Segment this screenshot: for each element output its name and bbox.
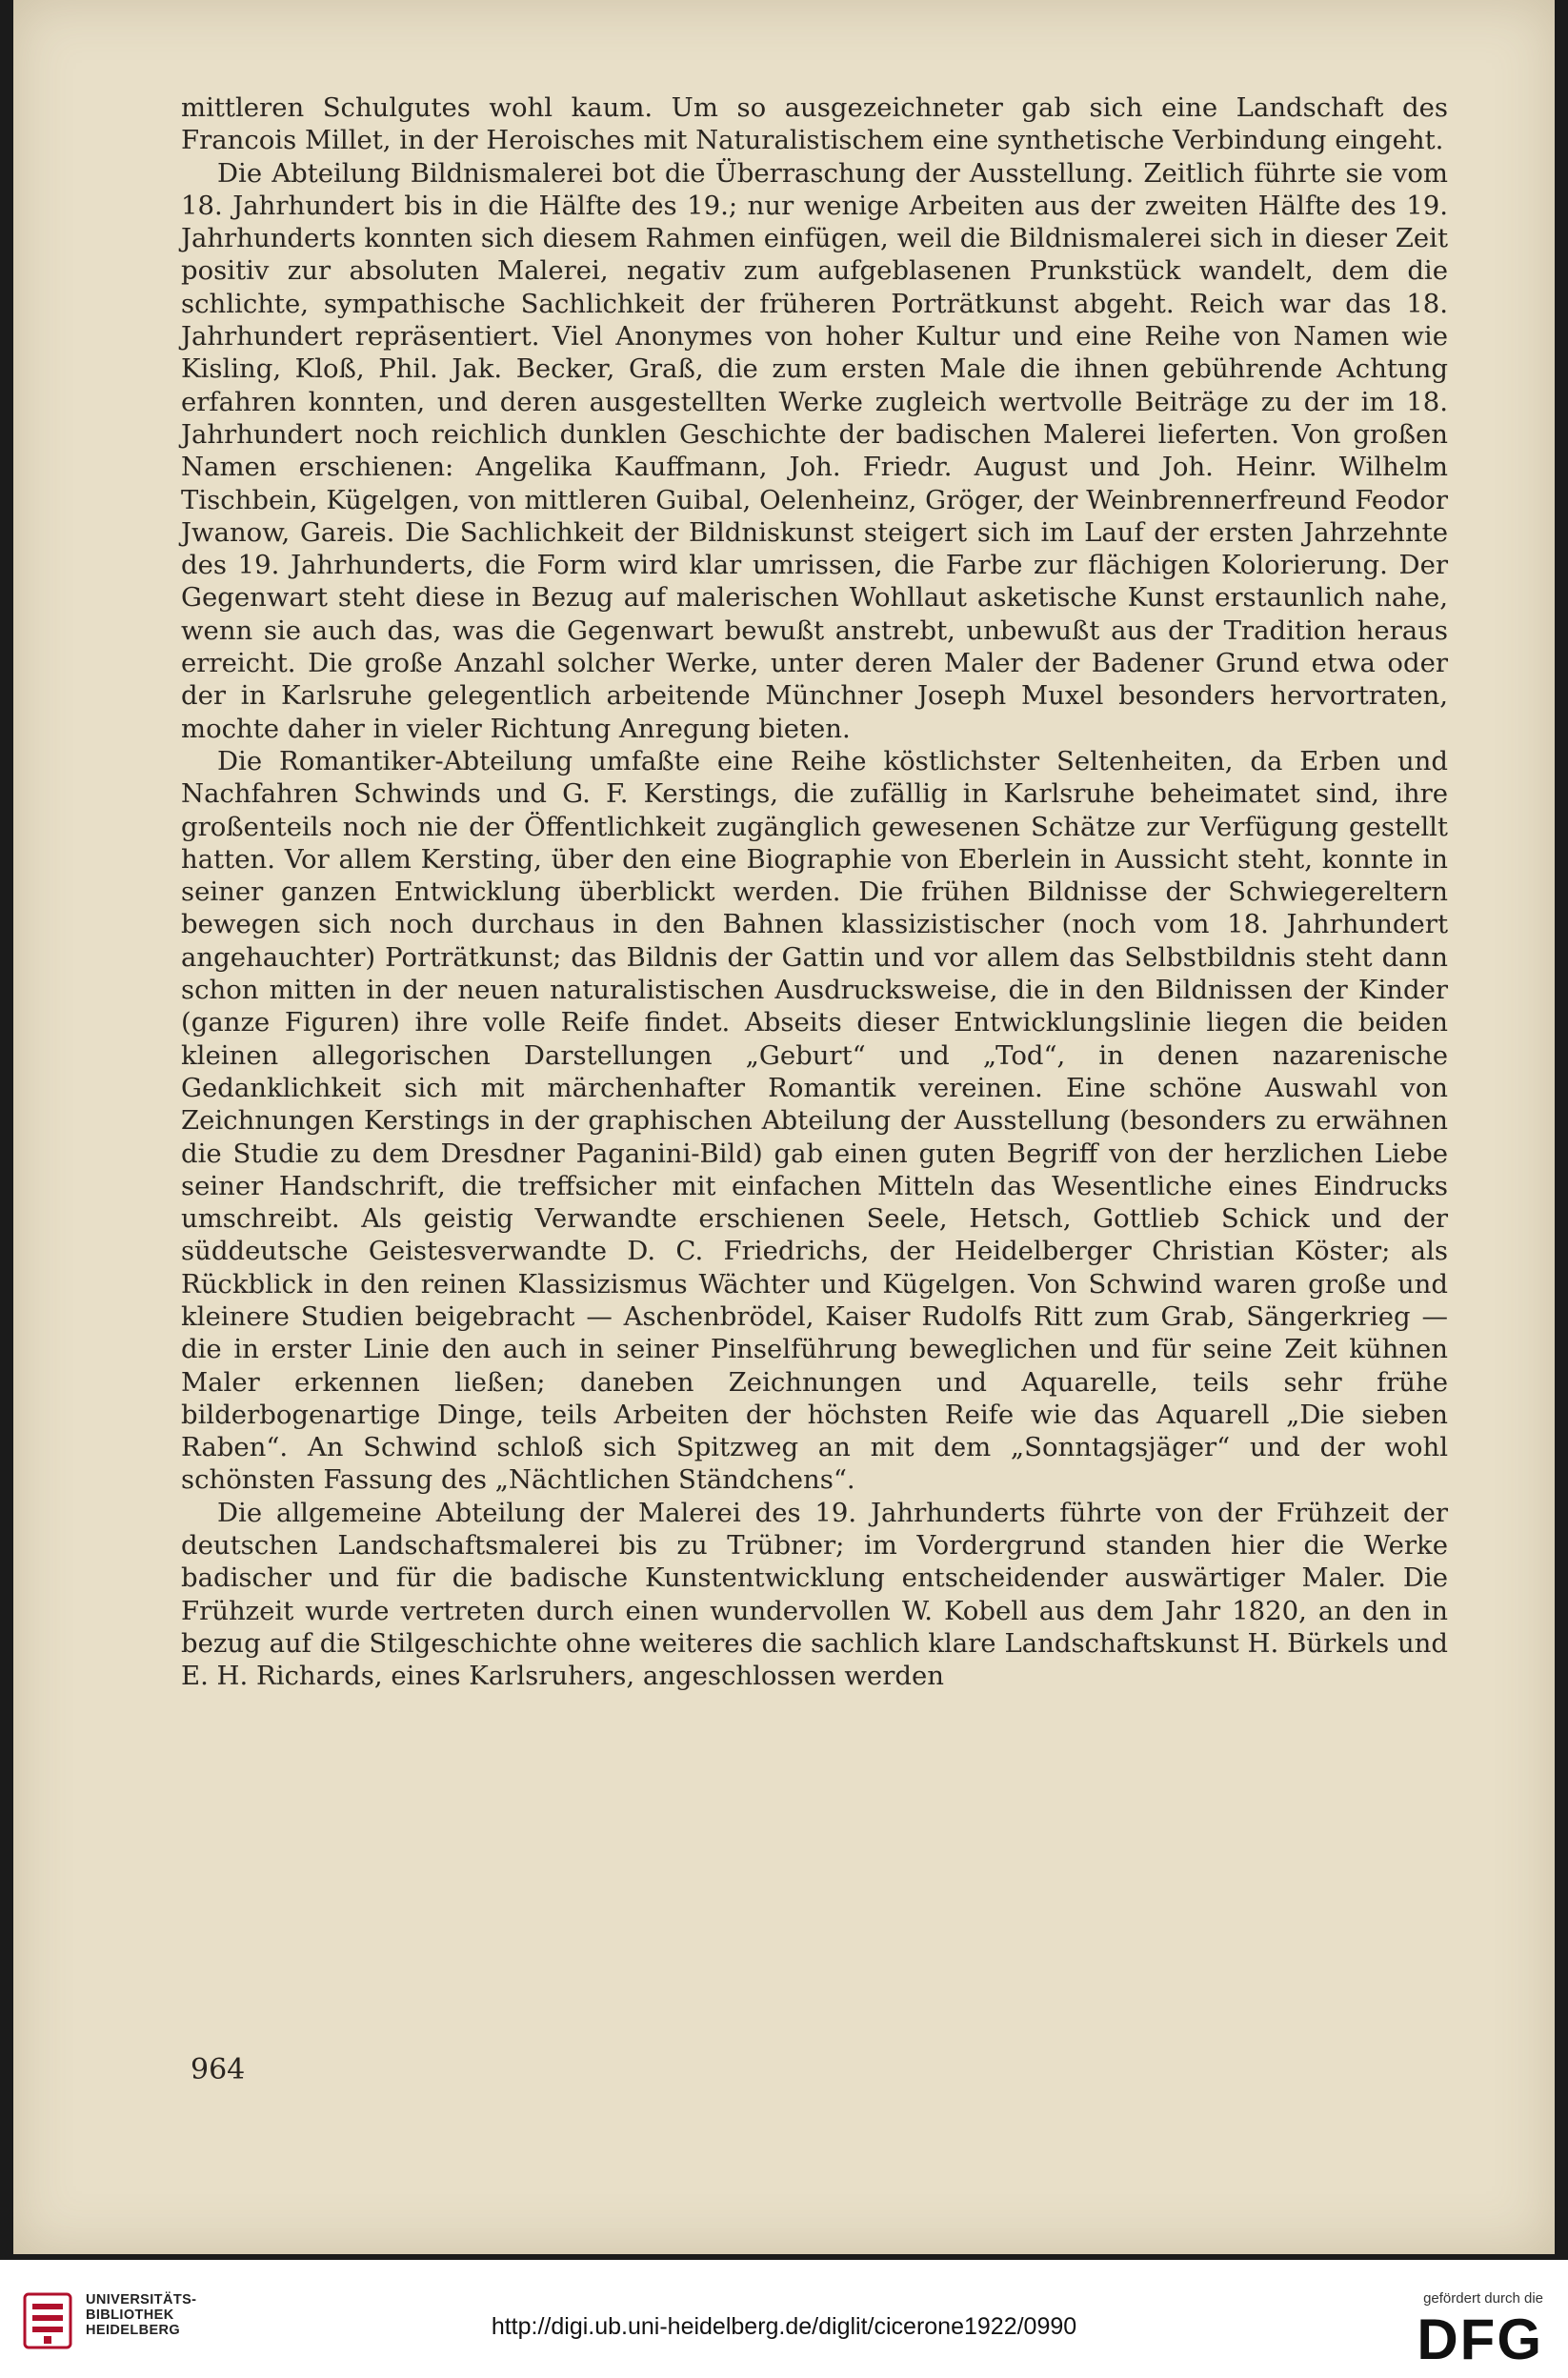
body-text: [181, 91, 1448, 1693]
scanned-page: [13, 0, 1555, 2254]
paragraph-2: Die Abteilung Bildnismalerei bot die Überraschung der Ausstellung. Zeitlich führte sie vom 18. Jahrhundert bis in die Hälfte des 19.; nur wenige Arbeiten aus der zweiten Hälfte des 19. Jahrhunderts konnten sich diesem Rahmen einfügen, weil die Bildnismalerei sich in dieser Zeit positiv zur absoluten Malerei, negativ zum aufgeblasenen Prunkstück wandelt, dem die schlichte, sympathische Sachlichkeit der früheren Porträtkunst abgeht. Reich war das 18. Jahrhundert repräsentiert. Viel Anonymes von hoher Kultur und eine Reihe von Namen wie Kisling, Kloß, Phil. Jak. Becker, Graß, die zum ersten Male die ihnen gebührende Achtung erfahren konnten, und deren ausgestellten Werke zugleich wertvolle Beiträge zu der im 18. Jahrhundert noch reichlich dunklen Geschichte der badischen Malerei lieferten. Von großen Namen erschienen: Angelika Kauffmann, Joh. Friedr. August und Joh. Heinr. Wilhelm Tischbein, Kügelgen, von mittleren Guibal, Oelenheinz, Gröger, der Weinbrennerfreund Feodor Jwanow, Gareis. Die Sachlichkeit der Bildniskunst steigert sich im Lauf der ersten Jahrzehnte des 19. Jahrhunderts, die Form wird klar umrissen, die Farbe zur flächigen Kolorierung. Der Gegenwart steht diese in Bezug auf malerischen Wohllaut asketische Kunst erstaunlich nahe, wenn sie auch das, was die Gegenwart bewußt anstrebt, unbewußt aus der Tradition heraus erreicht. Die große Anzahl solcher Werke, unter deren Maler der Badener Grund etwa oder der in Karlsruhe gelegentlich arbeitende Münchner Joseph Muxel besonders hervortraten, mochte daher in vieler Richtung Anregung bieten.: [181, 157, 1448, 744]
paragraph-4: Die allgemeine Abteilung der Malerei des 19. Jahrhunderts führte von der Frühzeit der deutschen Landschaftsmalerei bis zu Trübner; im Vordergrund standen hier die Werke badischer und für die badische Kunstentwicklung entscheidender auswärtiger Maler. Die Frühzeit wurde vertreten durch einen wundervollen W. Kobell aus dem Jahr 1820, an den in bezug auf die Stilgeschichte ohne weiteres die sachlich klare Landschaftskunst H. Bürkels und E. H. Richards, eines Karlsruhers, angeschlossen werden: [181, 1497, 1448, 1692]
paragraph-3: Die Romantiker-Abteilung umfaßte eine Reihe köstlichster Seltenheiten, da Erben und Nachfahren Schwinds und G. F. Kerstings, die zufällig in Karlsruhe beheimatet sind, ihre großenteils noch nie der Öffentlichkeit zugänglich gewesenen Schätze zur Verfügung gestellt hatten. Vor allem Kersting, über den eine Biographie von Eberlein in Aussicht steht, konnte in seiner ganzen Entwicklung überblickt werden. Die frühen Bildnisse der Schwiegereltern bewegen sich noch durchaus in den Bahnen klassizistischer (noch vom 18. Jahrhundert angehauchter) Porträtkunst; das Bildnis der Gattin und vor allem das Selbstbildnis steht dann schon mitten in der neuen naturalistischen Ausdrucksweise, die in den Bildnissen der Kinder (ganze Figuren) ihre volle Reife findet. Abseits dieser Entwicklungslinie liegen die beiden kleinen allegorischen Darstellungen „Geburt“ und „Tod“, in denen nazarenische Gedanklichkeit sich mit märchenhafter Romantik vereinen. Eine schöne Auswahl von Zeichnungen Kerstings in der graphischen Abteilung der Ausstellung (besonders zu erwähnen die Studie zu dem Dresdner Paganini-Bild) gab einen guten Begriff von der herzlichen Liebe seiner Handschrift, die treffsicher mit einfachen Mitteln das Wesentliche eines Eindrucks umschreibt. Als geistig Verwandte erschienen Seele, Hetsch, Gottlieb Schick und der süddeutsche Geistesverwandte D. C. Friedrichs, der Heidelberger Christian Köster; als Rückblick in den reinen Klassizismus Wächter und Kügelgen. Von Schwind waren große und kleinere Studien beigebracht — Aschenbrödel, Kaiser Rudolfs Ritt zum Grab, Sängerkrieg — die in erster Linie den auch in seiner Pinselführung beweglichen und für seine Zeit kühnen Maler erkennen ließen; daneben Zeichnungen und Aquarelle, teils sehr frühe bilderbogenartige Dinge, teils Arbeiten der höchsten Reife wie das Aquarell „Die sieben Raben“. An Schwind schloß sich Spitzweg an mit dem „Sonntagsjäger“ und der wohl schönsten Fassung des „Nächtlichen Ständchens“.: [181, 745, 1448, 1496]
viewer-footer: [0, 2254, 1568, 2378]
source-url-link[interactable]: http://digi.ub.uni-heidelberg.de/diglit/cicerone1922/0990: [491, 2313, 1077, 2340]
library-name-line: BIBLIOTHEK: [86, 2307, 174, 2323]
paragraph-1: mittleren Schulgutes wohl kaum. Um so ausgezeichneter gab sich eine Landschaft des Francois Millet, in der Heroisches mit Naturalistischem eine synthetische Verbindung eingeht.: [181, 92, 1448, 156]
library-name-line: HEIDELBERG: [86, 2323, 181, 2338]
footer-divider: [0, 2254, 1568, 2260]
dfg-logo[interactable]: DFG: [1417, 2307, 1543, 2371]
page-number: 964: [191, 2053, 246, 2086]
funding-note: gefördert durch die: [1423, 2290, 1543, 2307]
library-name-line: UNIVERSITÄTS-: [86, 2292, 197, 2307]
